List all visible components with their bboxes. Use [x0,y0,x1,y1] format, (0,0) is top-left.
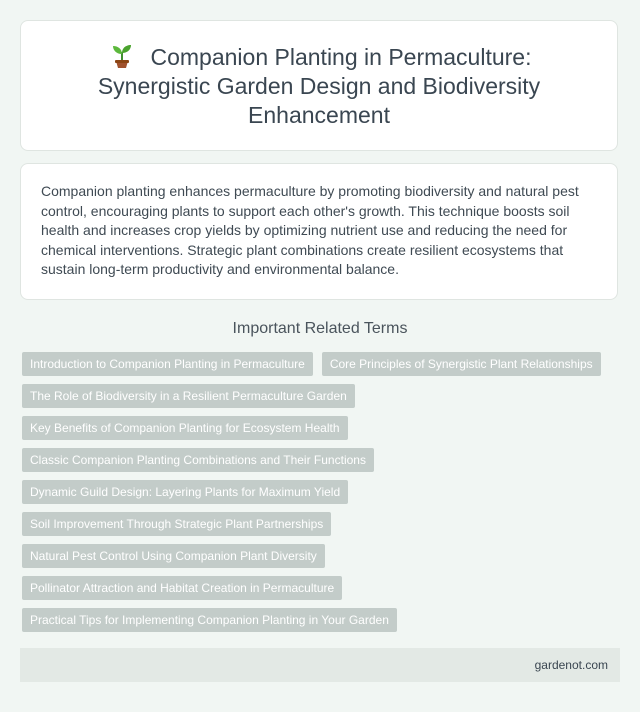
sprout-icon [107,44,137,68]
related-term-tag[interactable]: Core Principles of Synergistic Plant Relationships [322,352,601,376]
related-terms-heading: Important Related Terms [232,320,408,337]
footer-site-link[interactable]: gardenot.com [534,658,608,672]
related-term-tag[interactable]: Key Benefits of Companion Planting for Ecosystem Health [22,416,348,440]
related-term-tag[interactable]: Soil Improvement Through Strategic Plant Partnerships [22,512,331,536]
related-terms-list [22,352,622,632]
related-term-tag[interactable]: The Role of Biodiversity in a Resilient Permaculture Garden [22,384,355,408]
related-term-tag[interactable]: Practical Tips for Implementing Companion Planting in Your Garden [22,608,397,632]
related-term-tag[interactable]: Natural Pest Control Using Companion Plant Diversity [22,544,325,568]
page-title-text: Companion Planting in Permaculture: Synergistic Garden Design and Biodiversity Enhancement [97,44,541,128]
summary-card [20,163,618,300]
related-term-tag[interactable]: Classic Companion Planting Combinations and Their Functions [22,448,374,472]
related-term-tag[interactable]: Dynamic Guild Design: Layering Plants for Maximum Yield [22,480,348,504]
summary-text: Companion planting enhances permaculture by promoting biodiversity and natural pest control, encouraging plants to support each other's growth. This technique boosts soil health and increases crop yields by optimizing nutrient use and reducing the need for chemical interventions. Strategic plant combinations create resilient ecosystems that sustain long-term productivity and environmental balance. [41,183,579,277]
footer [20,648,620,682]
title-card [20,20,618,151]
page-title [21,21,617,130]
related-term-tag[interactable]: Pollinator Attraction and Habitat Creation in Permaculture [22,576,342,600]
related-term-tag[interactable]: Introduction to Companion Planting in Permaculture [22,352,313,376]
